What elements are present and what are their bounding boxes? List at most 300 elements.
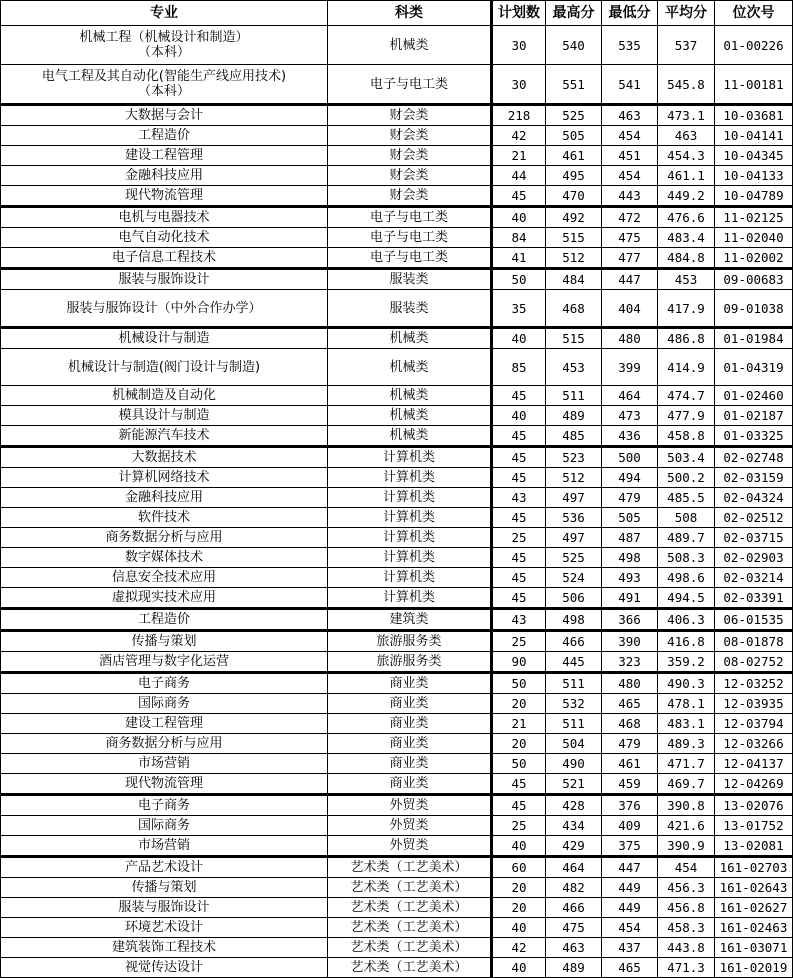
plan-cell: 20: [492, 694, 546, 714]
plan-cell: 45: [492, 568, 546, 588]
major-cell: 电子信息工程技术: [1, 248, 328, 269]
min-score-cell: 491: [602, 588, 658, 609]
plan-cell: 50: [492, 754, 546, 774]
major-cell: 模具设计与制造: [1, 406, 328, 426]
header-row: [1, 1, 793, 26]
avg-score-cell: 471.7: [658, 754, 715, 774]
avg-score-cell: 458.8: [658, 426, 715, 447]
avg-score-cell: 359.2: [658, 652, 715, 673]
min-score-cell: 437: [602, 938, 658, 958]
major-cell: 软件技术: [1, 508, 328, 528]
min-score-cell: 464: [602, 386, 658, 406]
max-score-cell: 466: [546, 898, 602, 918]
category-cell: 计算机类: [328, 468, 492, 488]
table-row: [1, 631, 793, 652]
rank-cell: 01-03325: [715, 426, 793, 447]
plan-cell: 20: [492, 898, 546, 918]
plan-cell: 45: [492, 386, 546, 406]
min-score-cell: 465: [602, 694, 658, 714]
major-cell: 现代物流管理: [1, 774, 328, 795]
avg-score-cell: 461.1: [658, 166, 715, 186]
min-score-cell: 541: [602, 65, 658, 105]
major-cell: 机械设计与制造(阀门设计与制造): [1, 349, 328, 386]
rank-cell: 02-03715: [715, 528, 793, 548]
max-score-cell: 525: [546, 548, 602, 568]
plan-cell: 45: [492, 186, 546, 207]
major-cell: 新能源汽车技术: [1, 426, 328, 447]
rank-cell: 01-00226: [715, 26, 793, 65]
min-score-cell: 461: [602, 754, 658, 774]
category-cell: 财会类: [328, 166, 492, 186]
rank-cell: 02-03214: [715, 568, 793, 588]
major-cell: 虚拟现实技术应用: [1, 588, 328, 609]
min-score-cell: 480: [602, 673, 658, 694]
avg-score-cell: 456.8: [658, 898, 715, 918]
major-cell: 电子商务: [1, 795, 328, 816]
table-row: [1, 328, 793, 349]
plan-cell: 90: [492, 652, 546, 673]
major-cell: 电气自动化技术: [1, 228, 328, 248]
major-cell: 机械工程（机械设计和制造） （本科）: [1, 26, 328, 65]
min-score-cell: 494: [602, 468, 658, 488]
rank-cell: 10-04133: [715, 166, 793, 186]
plan-cell: 25: [492, 528, 546, 548]
plan-cell: 40: [492, 328, 546, 349]
plan-cell: 25: [492, 816, 546, 836]
major-cell: 现代物流管理: [1, 186, 328, 207]
table-row: [1, 269, 793, 290]
rank-cell: 10-04345: [715, 146, 793, 166]
max-score-cell: 445: [546, 652, 602, 673]
table-row: [1, 898, 793, 918]
category-cell: 建筑类: [328, 609, 492, 631]
major-cell: 机械设计与制造: [1, 328, 328, 349]
min-score-cell: 443: [602, 186, 658, 207]
table-row: [1, 816, 793, 836]
category-cell: 艺术类（工艺美术）: [328, 958, 492, 978]
min-score-cell: 376: [602, 795, 658, 816]
rank-cell: 12-03252: [715, 673, 793, 694]
min-score-cell: 451: [602, 146, 658, 166]
plan-cell: 45: [492, 468, 546, 488]
max-score-cell: 505: [546, 126, 602, 146]
max-score-cell: 523: [546, 447, 602, 468]
rank-cell: 02-03159: [715, 468, 793, 488]
max-score-cell: 484: [546, 269, 602, 290]
plan-cell: 45: [492, 447, 546, 468]
plan-cell: 41: [492, 248, 546, 269]
avg-score-cell: 390.8: [658, 795, 715, 816]
rank-cell: 02-03391: [715, 588, 793, 609]
min-score-cell: 399: [602, 349, 658, 386]
min-score-cell: 375: [602, 836, 658, 857]
category-cell: 计算机类: [328, 508, 492, 528]
plan-cell: 21: [492, 146, 546, 166]
rank-cell: 13-02076: [715, 795, 793, 816]
max-score-cell: 492: [546, 207, 602, 228]
rank-cell: 10-04789: [715, 186, 793, 207]
plan-cell: 43: [492, 609, 546, 631]
max-score-cell: 466: [546, 631, 602, 652]
category-cell: 艺术类（工艺美术）: [328, 898, 492, 918]
plan-cell: 44: [492, 166, 546, 186]
avg-score-cell: 416.8: [658, 631, 715, 652]
min-score-cell: 447: [602, 857, 658, 878]
max-score-cell: 540: [546, 26, 602, 65]
plan-cell: 60: [492, 857, 546, 878]
avg-score-cell: 489.3: [658, 734, 715, 754]
max-score-cell: 490: [546, 754, 602, 774]
table-row: [1, 228, 793, 248]
rank-cell: 01-02187: [715, 406, 793, 426]
min-score-cell: 465: [602, 958, 658, 978]
table-row: [1, 126, 793, 146]
major-cell: 建设工程管理: [1, 714, 328, 734]
category-cell: 商业类: [328, 714, 492, 734]
rank-cell: 01-01984: [715, 328, 793, 349]
avg-score-cell: 483.4: [658, 228, 715, 248]
table-row: [1, 774, 793, 795]
min-score-cell: 409: [602, 816, 658, 836]
rank-cell: 161-02703: [715, 857, 793, 878]
rank-cell: 01-02460: [715, 386, 793, 406]
table-row: [1, 406, 793, 426]
avg-score-cell: 537: [658, 26, 715, 65]
avg-score-cell: 545.8: [658, 65, 715, 105]
major-cell: 视觉传达设计: [1, 958, 328, 978]
plan-cell: 84: [492, 228, 546, 248]
max-score-cell: 515: [546, 228, 602, 248]
min-score-cell: 404: [602, 290, 658, 328]
header-rank: 位次号: [715, 1, 793, 26]
plan-cell: 50: [492, 269, 546, 290]
category-cell: 电子与电工类: [328, 248, 492, 269]
min-score-cell: 323: [602, 652, 658, 673]
table-row: [1, 447, 793, 468]
table-row: [1, 65, 793, 105]
major-cell: 工程造价: [1, 126, 328, 146]
category-cell: 艺术类（工艺美术）: [328, 857, 492, 878]
major-cell: 工程造价: [1, 609, 328, 631]
header-min-score: 最低分: [602, 1, 658, 26]
major-cell: 国际商务: [1, 694, 328, 714]
table-row: [1, 468, 793, 488]
table-row: [1, 146, 793, 166]
table-row: [1, 207, 793, 228]
avg-score-cell: 485.5: [658, 488, 715, 508]
min-score-cell: 454: [602, 918, 658, 938]
min-score-cell: 366: [602, 609, 658, 631]
major-cell: 金融科技应用: [1, 166, 328, 186]
rank-cell: 11-00181: [715, 65, 793, 105]
plan-cell: 45: [492, 588, 546, 609]
major-cell: 电子商务: [1, 673, 328, 694]
major-cell: 产品艺术设计: [1, 857, 328, 878]
min-score-cell: 449: [602, 878, 658, 898]
plan-cell: 85: [492, 349, 546, 386]
major-cell: 计算机网络技术: [1, 468, 328, 488]
rank-cell: 12-03935: [715, 694, 793, 714]
avg-score-cell: 498.6: [658, 568, 715, 588]
plan-cell: 30: [492, 65, 546, 105]
rank-cell: 13-01752: [715, 816, 793, 836]
avg-score-cell: 503.4: [658, 447, 715, 468]
category-cell: 财会类: [328, 146, 492, 166]
avg-score-cell: 490.3: [658, 673, 715, 694]
max-score-cell: 464: [546, 857, 602, 878]
table-row: [1, 652, 793, 673]
table-row: [1, 386, 793, 406]
max-score-cell: 475: [546, 918, 602, 938]
plan-cell: 40: [492, 207, 546, 228]
rank-cell: 13-02081: [715, 836, 793, 857]
min-score-cell: 468: [602, 714, 658, 734]
max-score-cell: 470: [546, 186, 602, 207]
avg-score-cell: 508.3: [658, 548, 715, 568]
category-cell: 机械类: [328, 26, 492, 65]
category-cell: 机械类: [328, 328, 492, 349]
category-cell: 商业类: [328, 754, 492, 774]
rank-cell: 11-02002: [715, 248, 793, 269]
rank-cell: 08-01878: [715, 631, 793, 652]
table-row: [1, 105, 793, 126]
max-score-cell: 525: [546, 105, 602, 126]
category-cell: 商业类: [328, 734, 492, 754]
table-row: [1, 714, 793, 734]
max-score-cell: 521: [546, 774, 602, 795]
min-score-cell: 390: [602, 631, 658, 652]
major-cell: 商务数据分析与应用: [1, 734, 328, 754]
avg-score-cell: 463: [658, 126, 715, 146]
major-cell: 金融科技应用: [1, 488, 328, 508]
major-cell: 大数据技术: [1, 447, 328, 468]
category-cell: 商业类: [328, 673, 492, 694]
rank-cell: 161-02643: [715, 878, 793, 898]
category-cell: 电子与电工类: [328, 65, 492, 105]
table-row: [1, 734, 793, 754]
max-score-cell: 461: [546, 146, 602, 166]
category-cell: 服装类: [328, 269, 492, 290]
rank-cell: 09-01038: [715, 290, 793, 328]
table-row: [1, 349, 793, 386]
category-cell: 电子与电工类: [328, 228, 492, 248]
table-row: [1, 938, 793, 958]
max-score-cell: 504: [546, 734, 602, 754]
avg-score-cell: 453: [658, 269, 715, 290]
avg-score-cell: 476.6: [658, 207, 715, 228]
header-max-score: 最高分: [546, 1, 602, 26]
max-score-cell: 511: [546, 714, 602, 734]
min-score-cell: 479: [602, 734, 658, 754]
max-score-cell: 536: [546, 508, 602, 528]
avg-score-cell: 484.8: [658, 248, 715, 269]
avg-score-cell: 478.1: [658, 694, 715, 714]
category-cell: 艺术类（工艺美术）: [328, 918, 492, 938]
avg-score-cell: 473.1: [658, 105, 715, 126]
avg-score-cell: 443.8: [658, 938, 715, 958]
table-row: [1, 754, 793, 774]
min-score-cell: 498: [602, 548, 658, 568]
major-cell: 商务数据分析与应用: [1, 528, 328, 548]
header-avg-score: 平均分: [658, 1, 715, 26]
rank-cell: 02-02903: [715, 548, 793, 568]
max-score-cell: 498: [546, 609, 602, 631]
table-row: [1, 694, 793, 714]
rank-cell: 09-00683: [715, 269, 793, 290]
category-cell: 机械类: [328, 349, 492, 386]
avg-score-cell: 483.1: [658, 714, 715, 734]
min-score-cell: 436: [602, 426, 658, 447]
rank-cell: 11-02040: [715, 228, 793, 248]
rank-cell: 01-04319: [715, 349, 793, 386]
max-score-cell: 434: [546, 816, 602, 836]
table-row: [1, 248, 793, 269]
min-score-cell: 487: [602, 528, 658, 548]
category-cell: 财会类: [328, 126, 492, 146]
avg-score-cell: 458.3: [658, 918, 715, 938]
avg-score-cell: 477.9: [658, 406, 715, 426]
min-score-cell: 475: [602, 228, 658, 248]
category-cell: 商业类: [328, 774, 492, 795]
rank-cell: 12-03794: [715, 714, 793, 734]
max-score-cell: 532: [546, 694, 602, 714]
table-row: [1, 426, 793, 447]
plan-cell: 35: [492, 290, 546, 328]
max-score-cell: 497: [546, 488, 602, 508]
table-row: [1, 528, 793, 548]
max-score-cell: 429: [546, 836, 602, 857]
major-cell: 国际商务: [1, 816, 328, 836]
category-cell: 财会类: [328, 186, 492, 207]
table-row: [1, 958, 793, 978]
avg-score-cell: 390.9: [658, 836, 715, 857]
min-score-cell: 480: [602, 328, 658, 349]
min-score-cell: 479: [602, 488, 658, 508]
min-score-cell: 500: [602, 447, 658, 468]
category-cell: 机械类: [328, 406, 492, 426]
rank-cell: 06-01535: [715, 609, 793, 631]
category-cell: 旅游服务类: [328, 631, 492, 652]
rank-cell: 10-03681: [715, 105, 793, 126]
major-cell: 信息安全技术应用: [1, 568, 328, 588]
rank-cell: 08-02752: [715, 652, 793, 673]
table-row: [1, 836, 793, 857]
table-row: [1, 290, 793, 328]
plan-cell: 45: [492, 426, 546, 447]
category-cell: 旅游服务类: [328, 652, 492, 673]
max-score-cell: 511: [546, 673, 602, 694]
header-plan: 计划数: [492, 1, 546, 26]
avg-score-cell: 469.7: [658, 774, 715, 795]
category-cell: 外贸类: [328, 836, 492, 857]
table-row: [1, 918, 793, 938]
avg-score-cell: 500.2: [658, 468, 715, 488]
rank-cell: 161-02019: [715, 958, 793, 978]
major-cell: 环境艺术设计: [1, 918, 328, 938]
rank-cell: 11-02125: [715, 207, 793, 228]
category-cell: 计算机类: [328, 588, 492, 609]
avg-score-cell: 456.3: [658, 878, 715, 898]
major-cell: 市场营销: [1, 754, 328, 774]
avg-score-cell: 414.9: [658, 349, 715, 386]
min-score-cell: 535: [602, 26, 658, 65]
category-cell: 商业类: [328, 694, 492, 714]
avg-score-cell: 486.8: [658, 328, 715, 349]
plan-cell: 30: [492, 26, 546, 65]
avg-score-cell: 417.9: [658, 290, 715, 328]
category-cell: 电子与电工类: [328, 207, 492, 228]
avg-score-cell: 406.3: [658, 609, 715, 631]
avg-score-cell: 494.5: [658, 588, 715, 609]
table-row: [1, 673, 793, 694]
avg-score-cell: 454: [658, 857, 715, 878]
table-row: [1, 609, 793, 631]
major-cell: 建设工程管理: [1, 146, 328, 166]
plan-cell: 40: [492, 406, 546, 426]
avg-score-cell: 454.3: [658, 146, 715, 166]
max-score-cell: 482: [546, 878, 602, 898]
rank-cell: 161-03071: [715, 938, 793, 958]
plan-cell: 42: [492, 938, 546, 958]
table-row: [1, 166, 793, 186]
max-score-cell: 511: [546, 386, 602, 406]
major-cell: 传播与策划: [1, 631, 328, 652]
avg-score-cell: 471.3: [658, 958, 715, 978]
max-score-cell: 515: [546, 328, 602, 349]
category-cell: 计算机类: [328, 528, 492, 548]
rank-cell: 12-04269: [715, 774, 793, 795]
major-cell: 服装与服饰设计: [1, 269, 328, 290]
min-score-cell: 454: [602, 166, 658, 186]
major-cell: 酒店管理与数字化运营: [1, 652, 328, 673]
table-row: [1, 548, 793, 568]
plan-cell: 40: [492, 958, 546, 978]
plan-cell: 40: [492, 836, 546, 857]
category-cell: 外贸类: [328, 816, 492, 836]
plan-cell: 45: [492, 795, 546, 816]
max-score-cell: 485: [546, 426, 602, 447]
category-cell: 计算机类: [328, 568, 492, 588]
table-row: [1, 26, 793, 65]
major-cell: 服装与服饰设计: [1, 898, 328, 918]
min-score-cell: 449: [602, 898, 658, 918]
header-major: 专业: [1, 1, 328, 26]
max-score-cell: 512: [546, 248, 602, 269]
major-cell: 电气工程及其自动化(智能生产线应用技术) （本科）: [1, 65, 328, 105]
rank-cell: 161-02627: [715, 898, 793, 918]
min-score-cell: 454: [602, 126, 658, 146]
avg-score-cell: 489.7: [658, 528, 715, 548]
min-score-cell: 472: [602, 207, 658, 228]
max-score-cell: 489: [546, 958, 602, 978]
max-score-cell: 497: [546, 528, 602, 548]
rank-cell: 12-03266: [715, 734, 793, 754]
rank-cell: 161-02463: [715, 918, 793, 938]
plan-cell: 20: [492, 878, 546, 898]
max-score-cell: 489: [546, 406, 602, 426]
major-cell: 机械制造及自动化: [1, 386, 328, 406]
plan-cell: 20: [492, 734, 546, 754]
plan-cell: 42: [492, 126, 546, 146]
plan-cell: 43: [492, 488, 546, 508]
category-cell: 计算机类: [328, 488, 492, 508]
rank-cell: 12-04137: [715, 754, 793, 774]
major-cell: 市场营销: [1, 836, 328, 857]
plan-cell: 50: [492, 673, 546, 694]
min-score-cell: 505: [602, 508, 658, 528]
min-score-cell: 447: [602, 269, 658, 290]
max-score-cell: 495: [546, 166, 602, 186]
